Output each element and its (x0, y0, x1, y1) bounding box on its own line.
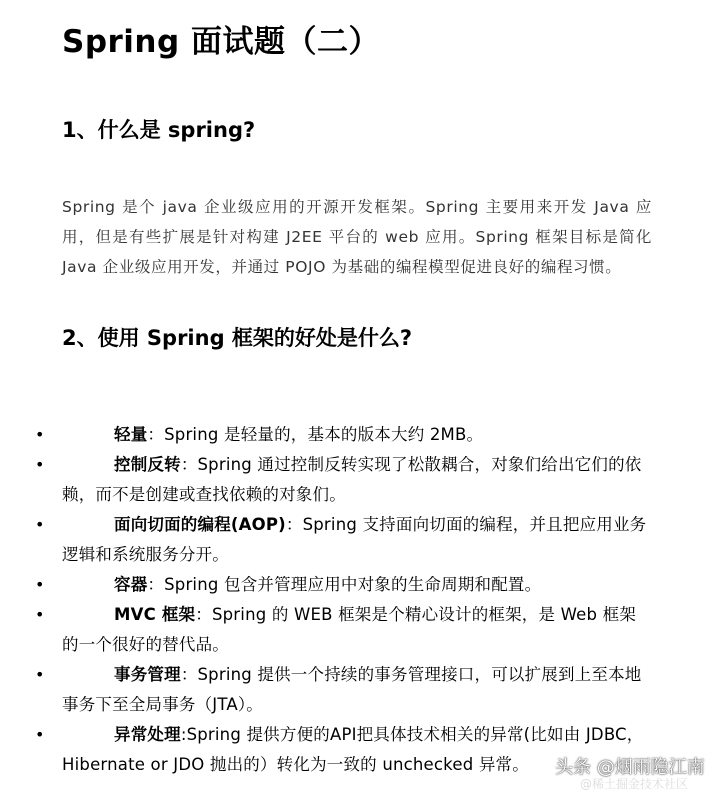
bullet-icon: • (35, 665, 45, 684)
benefit-description: ：Spring 支持面向切面的编程，并且把应用业务逻辑和系统服务分开。 (62, 515, 647, 564)
benefit-term: MVC 框架 (114, 605, 196, 624)
benefit-text (62, 660, 652, 720)
bullet-icon: • (35, 455, 45, 474)
benefit-description: ：Spring 包含并管理应用中对象的生命周期和配置。 (147, 575, 542, 594)
document-title: Spring 面试题（二） (62, 24, 380, 60)
bullet-icon: • (35, 605, 45, 624)
benefit-text (62, 450, 652, 510)
bullet-icon: • (35, 515, 45, 534)
benefit-text (62, 420, 652, 450)
benefit-description: ：Spring 通过控制反转实现了松散耦合，对象们给出它们的依赖，而不是创建或查找依赖的对象们。 (62, 455, 642, 504)
benefit-description: ：Spring 提供一个持续的事务管理接口，可以扩展到上至本地事务下至全局事务（JTA）。 (62, 665, 642, 714)
benefit-term: 轻量 (114, 425, 148, 444)
benefit-term: 控制反转 (114, 455, 181, 474)
bullet-icon: • (35, 425, 45, 444)
benefit-term: 事务管理 (114, 665, 181, 684)
question-1-heading: 1、什么是 spring? (62, 118, 256, 142)
question-2-heading: 2、使用 Spring 框架的好处是什么? (62, 326, 413, 350)
benefit-text (62, 510, 652, 570)
benefit-term: 异常处理 (114, 725, 181, 744)
benefit-text (62, 600, 652, 660)
benefit-description: ：Spring 的 WEB 框架是个精心设计的框架，是 Web 框架的一个很好的替代品。 (62, 605, 637, 654)
bullet-icon: • (35, 725, 45, 744)
benefit-term: 面向切面的编程(AOP) (114, 515, 286, 534)
watermark-main: 头条 @烟雨隐江南 (555, 757, 705, 778)
watermark-sub: @稀土掘金技术社区 (580, 777, 689, 791)
benefit-description: :Spring 提供方便的API把具体技术相关的异常(比如由 JDBC，Hibernate or JDO 抛出的）转化为一致的 unchecked 异常。 (62, 725, 644, 774)
benefit-term: 容器 (114, 575, 148, 594)
bullet-icon: • (35, 575, 45, 594)
benefit-text (62, 570, 652, 600)
benefit-description: ：Spring 是轻量的，基本的版本大约 2MB。 (147, 425, 484, 444)
question-1-answer: Spring 是个 java 企业级应用的开源开发框架。Spring 主要用来开发 Java 应用，但是有些扩展是针对构建 J2EE 平台的 web 应用。Spring 框架目标是简化 Java 企业级应用开发，并通过 POJO 为基础的编程模型促进良好的编程习惯。 (62, 198, 652, 276)
